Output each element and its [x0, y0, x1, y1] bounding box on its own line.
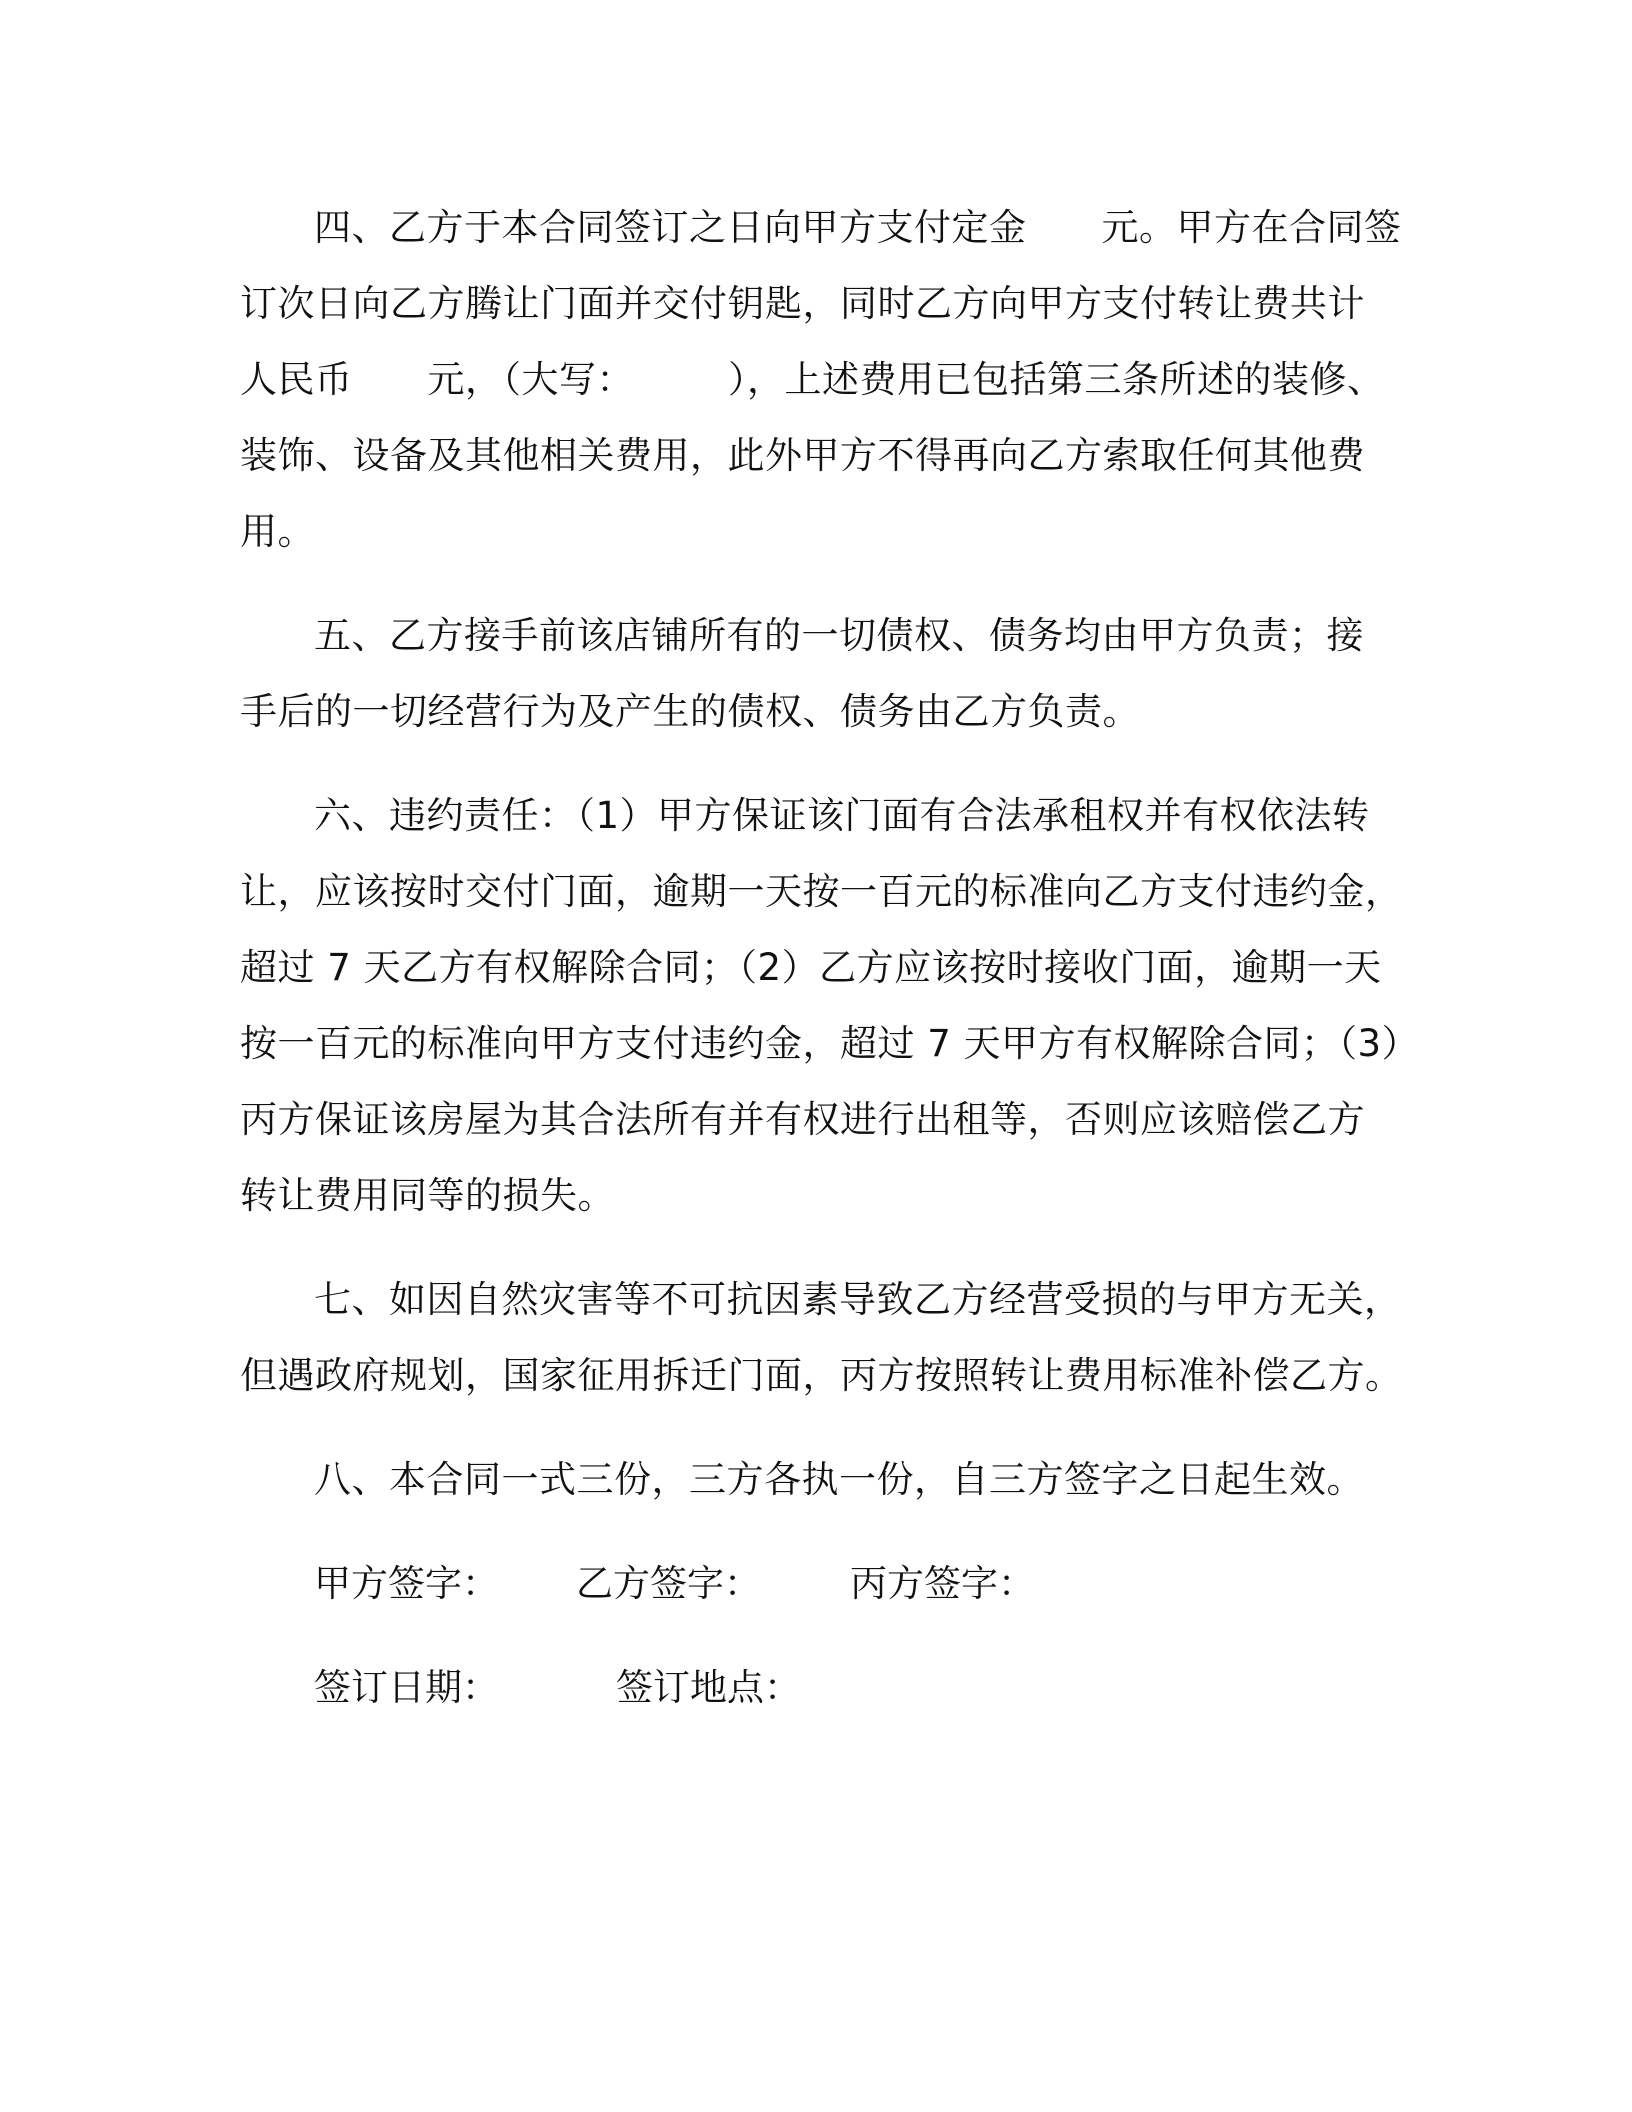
clause-5-line-1: 五、乙方接手前该店铺所有的一切债权、债务均由甲方负责；接 [314, 614, 1364, 657]
clause-4-line-5: 用。 [240, 510, 315, 553]
clause-6-line-4: 按一百元的标准向甲方支付违约金，超过 7 天甲方有权解除合同；（3） [240, 1022, 1420, 1065]
signing-info-row [314, 1650, 1390, 1726]
contract-page [240, 190, 1420, 1754]
clause-4-line-4: 装饰、设备及其他相关费用，此外甲方不得再向乙方索取任何其他费 [240, 434, 1365, 477]
party-b-signature-label: 乙方签字： [576, 1562, 761, 1605]
clause-7-line-2: 但遇政府规划，国家征用拆迁门面，丙方按照转让费用标准补偿乙方。 [240, 1354, 1403, 1397]
clause-6-line-1: 六、违约责任：（1）甲方保证该门面有合法承租权并有权依法转 [314, 794, 1370, 837]
clause-4-line-3: 人民币 元，（大写： ），上述费用已包括第三条所述的装修、 [240, 358, 1385, 401]
clause-5-line-2: 手后的一切经营行为及产生的债权、债务由乙方负责。 [240, 690, 1140, 733]
clause-8-line-1: 八、本合同一式三份，三方各执一份，自三方签字之日起生效。 [314, 1458, 1364, 1501]
clause-7 [240, 1262, 1403, 1414]
signing-date-label: 签订日期： [314, 1666, 499, 1709]
clause-5 [240, 598, 1390, 750]
signature-row [314, 1546, 1390, 1622]
clause-6-line-6: 转让费用同等的损失。 [240, 1174, 615, 1217]
clause-8 [240, 1442, 1390, 1518]
clause-4-line-2: 订次日向乙方腾让门面并交付钥匙，同时乙方向甲方支付转让费共计 [240, 282, 1365, 325]
clause-6-line-5: 丙方保证该房屋为其合法所有并有权进行出租等，否则应该赔偿乙方 [240, 1098, 1365, 1141]
party-c-signature-label: 丙方签字： [850, 1562, 1035, 1605]
clause-6 [240, 778, 1420, 1234]
clause-4-line-1: 四、乙方于本合同签订之日向甲方支付定金 元。甲方在合同签 [314, 206, 1402, 249]
signing-place-label: 签订地点： [616, 1666, 801, 1709]
clause-6-line-3: 超过 7 天乙方有权解除合同；（2）乙方应该按时接收门面，逾期一天 [240, 946, 1382, 989]
clause-6-line-2: 让，应该按时交付门面，逾期一天按一百元的标准向乙方支付违约金， [240, 870, 1403, 913]
clause-4 [240, 190, 1402, 570]
clause-7-line-1: 七、如因自然灾害等不可抗因素导致乙方经营受损的与甲方无关， [314, 1278, 1402, 1321]
party-a-signature-label: 甲方签字： [314, 1562, 499, 1605]
